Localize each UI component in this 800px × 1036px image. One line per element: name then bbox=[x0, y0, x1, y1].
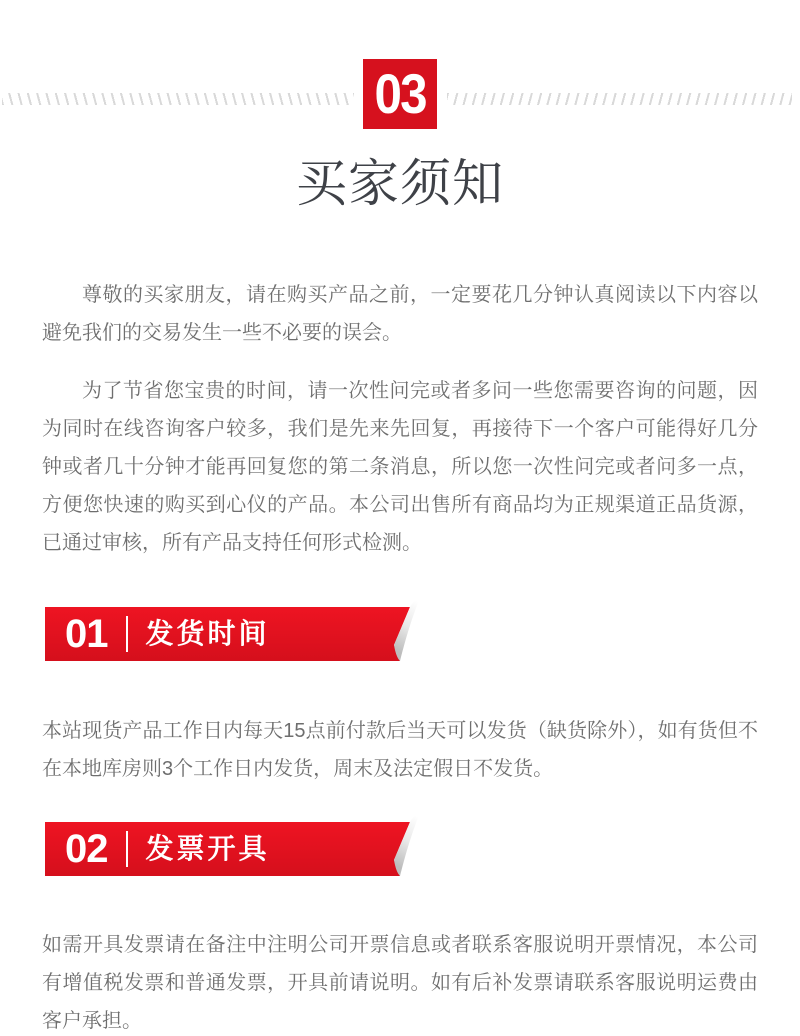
hatch-left-decoration bbox=[2, 93, 354, 105]
banner-divider bbox=[126, 616, 128, 652]
banner-divider bbox=[126, 831, 128, 867]
ribbon-curl-decoration bbox=[380, 812, 424, 884]
banner-number: 02 bbox=[65, 827, 108, 871]
section-number: 03 bbox=[374, 62, 426, 125]
banner-ribbon bbox=[45, 607, 380, 661]
banner-ribbon bbox=[45, 822, 380, 876]
section-banner-invoice bbox=[45, 822, 380, 876]
section-banner-shipping bbox=[45, 607, 380, 661]
invoice-section-text: 如需开具发票请在备注中注明公司开票信息或者联系客服说明开票情况，本公司有增值税发票和普通发票，开具前请说明。如有后补发票请联系客服说明运费由客户承担。 bbox=[42, 934, 758, 1032]
hatch-right-decoration bbox=[447, 93, 792, 105]
banner-number: 01 bbox=[65, 612, 108, 656]
page-title: 买家须知 bbox=[295, 155, 504, 212]
ribbon-curl-decoration bbox=[380, 597, 424, 669]
banner-title: 发票开具 bbox=[145, 833, 270, 864]
intro-paragraph-1: 尊敬的买家朋友，请在购买产品之前，一定要花几分钟认真阅读以下内容以避免我们的交易发生一些不必要的误会。 bbox=[42, 284, 758, 344]
shipping-section-text: 本站现货产品工作日内每天15点前付款后当天可以发货（缺货除外），如有货但不在本地库房则3个工作日内发货，周末及法定假日不发货。 bbox=[42, 720, 758, 780]
section-number-badge bbox=[363, 59, 437, 129]
intro-paragraph-2: 为了节省您宝贵的时间，请一次性问完或者多问一些您需要咨询的问题，因为同时在线咨询客户较多，我们是先来先回复，再接待下一个客户可能得好几分钟或者几十分钟才能再回复您的第二条消息，所以您一次性问完或者问多一点，方便您快速的购买到心仪的产品。本公司出售所有商品均为正规渠道正品货源，已通过审核，所有产品支持任何形式检测。 bbox=[42, 380, 758, 554]
banner-title: 发货时间 bbox=[145, 618, 270, 649]
